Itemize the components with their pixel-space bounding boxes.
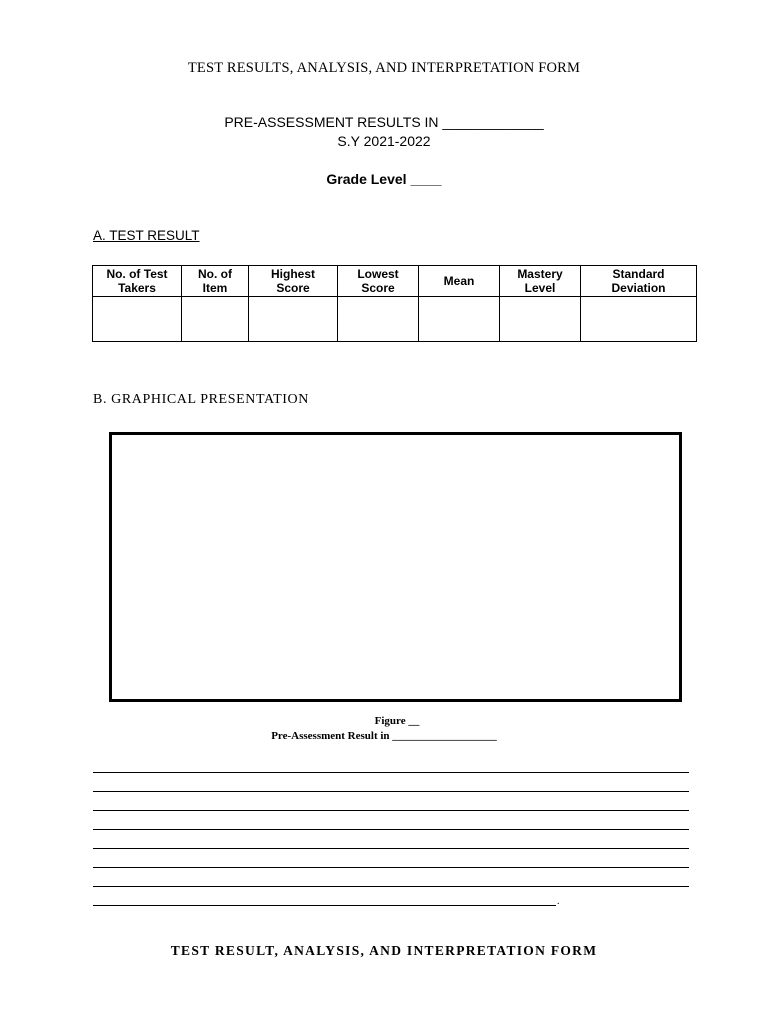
analysis-line	[93, 848, 689, 849]
analysis-line	[93, 772, 689, 773]
analysis-line	[93, 867, 689, 868]
cell-standard-deviation[interactable]	[581, 297, 697, 342]
analysis-line	[93, 810, 689, 811]
figure-label: Figure __	[374, 715, 420, 727]
figure-caption: Pre-Assessment Result in ___________________	[271, 730, 497, 742]
table-row	[93, 297, 697, 342]
cell-mastery-level[interactable]	[500, 297, 581, 342]
column-header-test-takers: No. of Test Takers	[93, 266, 182, 297]
cell-no-of-item[interactable]	[182, 297, 249, 342]
table-header-row	[93, 266, 697, 297]
graph-placeholder-box	[109, 432, 682, 702]
pre-assessment-title: PRE-ASSESSMENT RESULTS IN _____________	[224, 114, 544, 130]
test-result-table	[92, 265, 697, 342]
cell-highest-score[interactable]	[249, 297, 338, 342]
grade-level: Grade Level ____	[326, 171, 442, 187]
section-b-heading: B. GRAPHICAL PRESENTATION	[93, 392, 309, 407]
form-title: TEST RESULTS, ANALYSIS, AND INTERPRETATION FORM	[187, 60, 581, 76]
footer-title: TEST RESULT, ANALYSIS, AND INTERPRETATION FORM	[170, 943, 598, 958]
section-a-heading: A. TEST RESULT	[93, 228, 200, 243]
analysis-line	[93, 829, 689, 830]
column-header-lowest-score: Lowest Score	[338, 266, 419, 297]
column-header-standard-deviation: Standard Deviation	[581, 266, 697, 297]
analysis-line	[93, 791, 689, 792]
cell-test-takers[interactable]	[93, 297, 182, 342]
cell-mean[interactable]	[419, 297, 500, 342]
column-header-mastery-level: Mastery Level	[500, 266, 581, 297]
column-header-mean: Mean	[419, 266, 500, 297]
cell-lowest-score[interactable]	[338, 297, 419, 342]
column-header-no-of-item: No. of Item	[182, 266, 249, 297]
analysis-end-period: .	[557, 896, 560, 907]
column-header-highest-score: Highest Score	[249, 266, 338, 297]
analysis-line	[93, 886, 689, 887]
analysis-line	[93, 905, 556, 906]
school-year: S.Y 2021-2022	[337, 133, 431, 149]
